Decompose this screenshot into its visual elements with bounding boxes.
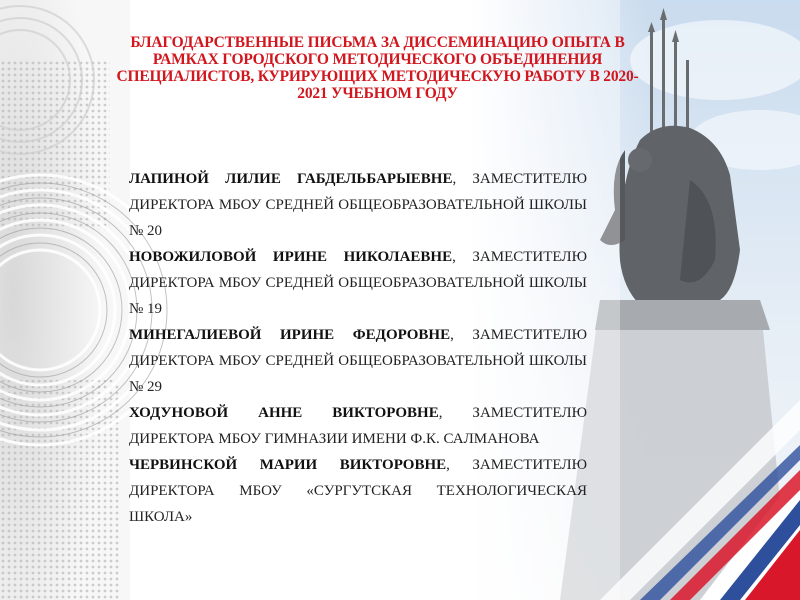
recipients-list xyxy=(129,166,587,530)
recipient-position: , ЗАМЕСТИТЕЛЮ ДИРЕКТОРА МБОУ ГИМНАЗИИ ИМЕНИ Ф.К. САЛМАНОВА xyxy=(129,405,587,447)
recipient-name: НОВОЖИЛОВОЙ ИРИНЕ НИКОЛАЕВНЕ xyxy=(129,249,453,265)
list-item xyxy=(129,452,587,530)
recipient-position: , ЗАМЕСТИТЕЛЮ ДИРЕКТОРА МБОУ СРЕДНЕЙ ОБЩЕОБРАЗОВАТЕЛЬНОЙ ШКОЛЫ № 19 xyxy=(129,249,587,317)
list-item xyxy=(129,244,587,322)
slide-title: БЛАГОДАРСТВЕННЫЕ ПИСЬМА ЗА ДИССЕМИНАЦИЮ ОПЫТА В РАМКАХ ГОРОДСКОГО МЕТОДИЧЕСКОГО ОБЪЕДИНЕНИЯ СПЕЦИАЛИСТОВ, КУРИРУЮЩИХ МЕТОДИЧЕСКУЮ РАБОТУ В 2020-2021 УЧЕБНОМ ГОДУ xyxy=(116,34,639,102)
recipient-position: , ЗАМЕСТИТЕЛЮ ДИРЕКТОРА МБОУ СРЕДНЕЙ ОБЩЕОБРАЗОВАТЕЛЬНОЙ ШКОЛЫ № 20 xyxy=(129,171,587,239)
recipient-position: , ЗАМЕСТИТЕЛЮ ДИРЕКТОРА МБОУ СРЕДНЕЙ ОБЩЕОБРАЗОВАТЕЛЬНОЙ ШКОЛЫ № 29 xyxy=(129,327,587,395)
recipient-name: ЧЕРВИНСКОЙ МАРИИ ВИКТОРОВНЕ xyxy=(129,457,447,473)
list-item xyxy=(129,166,587,244)
list-item xyxy=(129,322,587,400)
recipient-name: ХОДУНОВОЙ АННЕ ВИКТОРОВНЕ xyxy=(129,405,439,421)
list-item xyxy=(129,400,587,452)
recipient-name: МИНЕГАЛИЕВОЙ ИРИНЕ ФЕДОРОВНЕ xyxy=(129,327,451,343)
recipient-name: ЛАПИНОЙ ЛИЛИЕ ГАБДЕЛЬБАРЫЕВНЕ xyxy=(129,171,453,187)
recipient-position: , ЗАМЕСТИТЕЛЮ ДИРЕКТОРА МБОУ «СУРГУТСКАЯ ТЕХНОЛОГИЧЕСКАЯ ШКОЛА» xyxy=(129,457,587,525)
